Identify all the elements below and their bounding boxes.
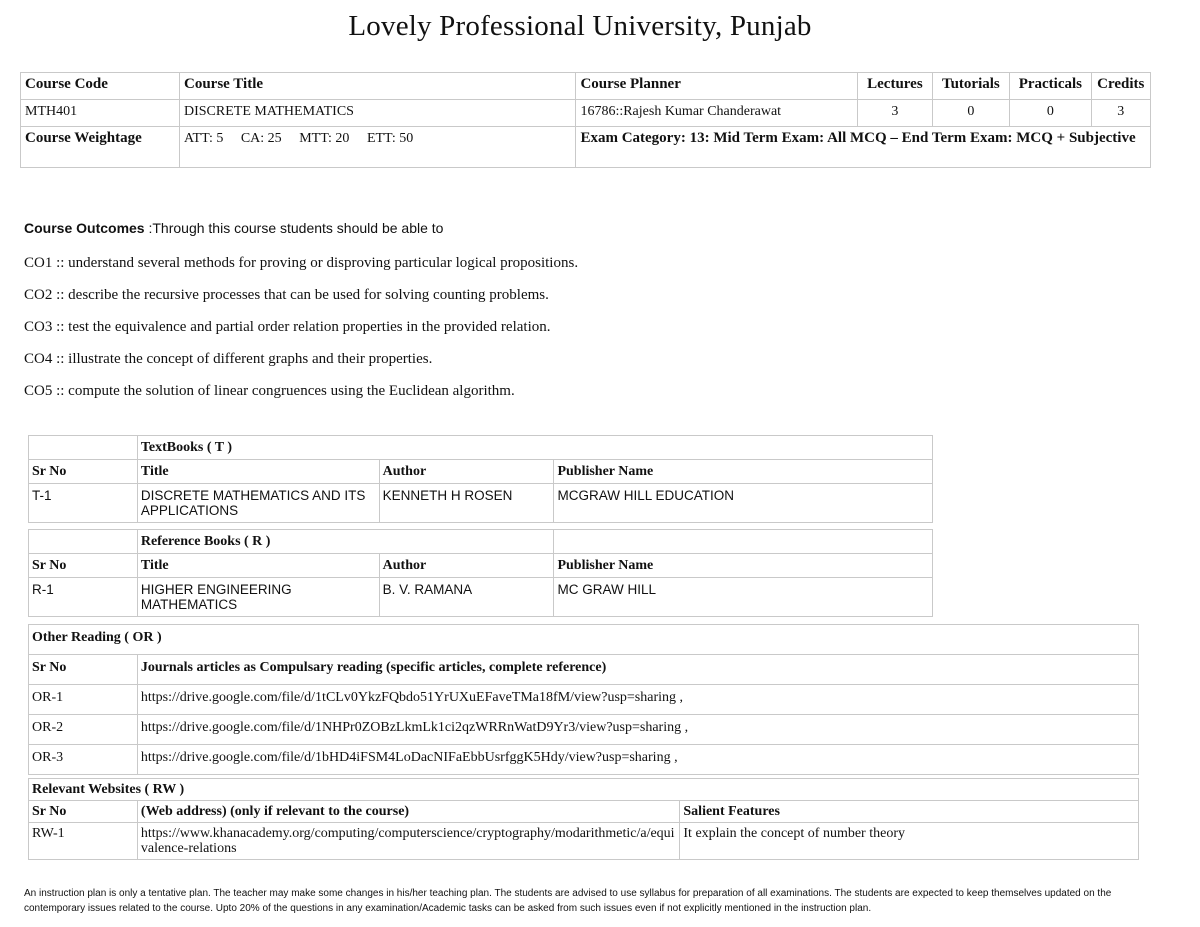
table-row	[29, 578, 933, 617]
col-header: Author	[379, 460, 554, 484]
col-header: Sr No	[29, 655, 138, 685]
book-author: KENNETH H ROSEN	[379, 484, 554, 523]
lectures-value: 3	[858, 100, 932, 127]
col-header: Publisher Name	[554, 554, 933, 578]
course-outcome-item: CO3 :: test the equivalence and partial order relation properties in the provided relation.	[24, 319, 551, 335]
col-header: Sr No	[29, 460, 138, 484]
tutorials-header: Tutorials	[932, 73, 1009, 100]
book-publisher: MC GRAW HILL	[554, 578, 933, 617]
tutorials-value: 0	[932, 100, 1009, 127]
credits-header: Credits	[1091, 73, 1150, 100]
relevant-websites-heading: Relevant Websites ( RW )	[29, 779, 1139, 801]
col-header: Title	[137, 554, 379, 578]
practicals-header: Practicals	[1010, 73, 1092, 100]
col-header: Author	[379, 554, 554, 578]
relevant-websites-table	[28, 778, 1139, 860]
textbooks-heading: TextBooks ( T )	[137, 436, 932, 460]
practicals-value: 0	[1010, 100, 1092, 127]
course-outcomes-intro: :Through this course students should be able to	[144, 220, 444, 236]
book-title: HIGHER ENGINEERING MATHEMATICS	[137, 578, 379, 617]
salient-features: It explain the concept of number theory	[680, 823, 1139, 860]
col-header: (Web address) (only if relevant to the course)	[137, 801, 679, 823]
sr-no: RW-1	[29, 823, 138, 860]
course-title-header: Course Title	[179, 73, 575, 100]
reading-link[interactable]: https://drive.google.com/file/d/1tCLv0YkzFQbdo51YrUXuEFaveTMa18fM/view?usp=sharing ,	[137, 685, 1138, 715]
sr-no: OR-2	[29, 715, 138, 745]
course-outcomes-heading	[24, 220, 1124, 238]
table-row	[29, 745, 1139, 775]
credits-value: 3	[1091, 100, 1150, 127]
ca-weight: CA: 25	[240, 131, 282, 146]
book-publisher: MCGRAW HILL EDUCATION	[554, 484, 933, 523]
reference-books-table	[28, 529, 933, 617]
reference-books-heading: Reference Books ( R )	[137, 530, 554, 554]
course-outcome-item: CO5 :: compute the solution of linear congruences using the Euclidean algorithm.	[24, 383, 515, 399]
course-weightage-label: Course Weightage	[21, 127, 180, 168]
course-outcome-item: CO1 :: understand several methods for proving or disproving particular logical propositions.	[24, 255, 579, 271]
exam-category: Exam Category: 13: Mid Term Exam: All MCQ – End Term Exam: MCQ + Subjective	[576, 127, 1151, 168]
empty-cell	[29, 530, 138, 554]
course-outcomes-title: Course Outcomes	[24, 220, 145, 236]
col-header: Sr No	[29, 801, 138, 823]
other-reading-heading: Other Reading ( OR )	[29, 625, 1139, 655]
footer-note: An instruction plan is only a tentative plan. The teacher may make some changes in his/her teaching plan. The students are advised to use syllabus for preparation of all examinations. The students are expected to keep themselves updated on the contemporary issues related to the course. Upto 20% of the questions in any examination/Academic tasks can be asked from such issues even if not explicitly mentioned in the instruction plan.	[24, 888, 1112, 914]
course-code: MTH401	[21, 100, 180, 127]
book-title: DISCRETE MATHEMATICS AND ITS APPLICATIONS	[137, 484, 379, 523]
course-planner-header: Course Planner	[576, 73, 858, 100]
col-header: Publisher Name	[554, 460, 933, 484]
textbooks-table	[28, 435, 933, 523]
col-header: Salient Features	[680, 801, 1139, 823]
sr-no: T-1	[29, 484, 138, 523]
ett-weight: ETT: 50	[366, 131, 414, 146]
empty-cell	[554, 530, 933, 554]
col-header: Title	[137, 460, 379, 484]
table-row	[29, 823, 1139, 860]
course-outcome-item: CO4 :: illustrate the concept of different graphs and their properties.	[24, 351, 433, 367]
course-info-table	[20, 72, 1151, 168]
website-link[interactable]: https://www.khanacademy.org/computing/computerscience/cryptography/modarithmetic/a/equivalence-relations	[137, 823, 679, 860]
course-outcome-item: CO2 :: describe the recursive processes that can be used for solving counting problems.	[24, 287, 549, 303]
table-row	[29, 484, 933, 523]
course-outcomes	[24, 220, 1124, 414]
course-weightage-values	[179, 127, 575, 168]
sr-no: OR-3	[29, 745, 138, 775]
table-row	[29, 715, 1139, 745]
other-reading-table	[28, 624, 1139, 775]
col-header: Sr No	[29, 554, 138, 578]
mtt-weight: MTT: 20	[299, 131, 350, 146]
reading-link[interactable]: https://drive.google.com/file/d/1NHPr0ZOBzLkmLk1ci2qzWRRnWatD9Yr3/view?usp=sharing ,	[137, 715, 1138, 745]
att-weight: ATT: 5	[183, 131, 224, 146]
course-planner: 16786::Rajesh Kumar Chanderawat	[576, 100, 858, 127]
lectures-header: Lectures	[858, 73, 932, 100]
book-author: B. V. RAMANA	[379, 578, 554, 617]
course-title: DISCRETE MATHEMATICS	[179, 100, 575, 127]
reading-link[interactable]: https://drive.google.com/file/d/1bHD4iFSM4LoDacNIFaEbbUsrfggK5Hdy/view?usp=sharing ,	[137, 745, 1138, 775]
table-row	[29, 685, 1139, 715]
empty-cell	[29, 436, 138, 460]
sr-no: OR-1	[29, 685, 138, 715]
course-code-header: Course Code	[21, 73, 180, 100]
sr-no: R-1	[29, 578, 138, 617]
col-header: Journals articles as Compulsary reading (specific articles, complete reference)	[137, 655, 1138, 685]
page-title: Lovely Professional University, Punjab	[348, 10, 812, 42]
